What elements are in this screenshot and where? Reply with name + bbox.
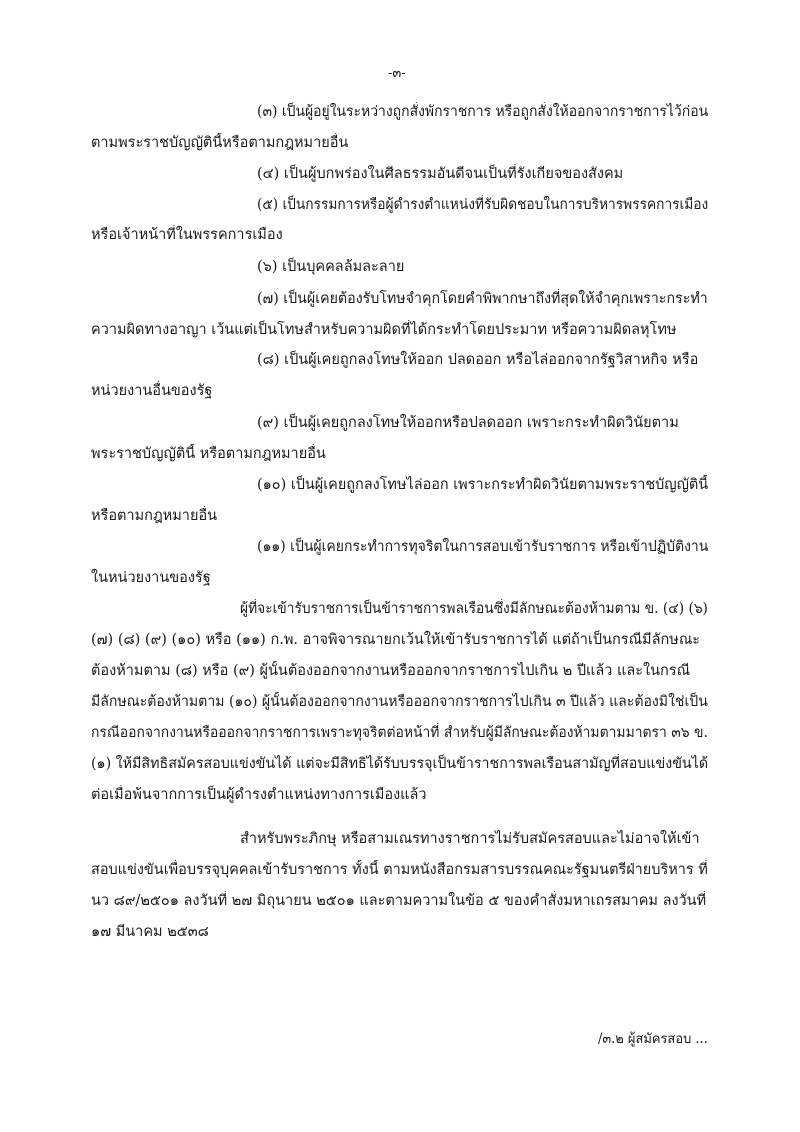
item-10-line-2: หรือตามกฎหมายอื่น: [91, 508, 217, 524]
item-8-line-1: (๘) เป็นผู้เคยถูกลงโทษให้ออก ปลดออก หรือไล่ออกจากรัฐวิสาหกิจ หรือ: [257, 352, 698, 368]
exemption-line-4: มีลักษณะต้องห้ามตาม (๑๐) ผู้นั้นต้องออกจากงานหรือออกจากราชการไปเกิน ๓ ปีแล้ว และต้องมิใช่เป็น: [91, 694, 708, 710]
exemption-line-3: ต้องห้ามตาม (๘) หรือ (๙) ผู้นั้นต้องออกจากงานหรือออกจากราชการไปเกิน ๒ ปีแล้ว และในกรณี: [91, 663, 690, 679]
exemption-line-6: (๑) ให้มีสิทธิสมัครสอบแข่งขันได้ แต่จะมีสิทธิได้รับบรรจุเป็นข้าราชการพลเรือนสามัญที่สอบแข่งขันได้: [91, 756, 709, 772]
exemption-line-2: (๗) (๘) (๙) (๑๐) หรือ (๑๑) ก.พ. อาจพิจารณายกเว้นให้เข้ารับราชการได้ แต่ถ้าเป็นกรณีมีลักษณะ: [91, 632, 700, 648]
item-8-line-2: หน่วยงานอื่นของรัฐ: [91, 383, 212, 399]
monks-line-2: สอบแข่งขันเพื่อบรรจุบุคคลเข้ารับราชการ ทั้งนี้ ตามหนังสือกรมสารบรรณคณะรัฐมนตรีฝ่ายบริหาร ที่: [91, 862, 708, 878]
item-9-line-2: พระราชบัญญัตินี้ หรือตามกฎหมายอื่น: [91, 446, 326, 462]
item-5-line-1: (๕) เป็นกรรมการหรือผู้ดำรงตำแหน่งที่รับผิดชอบในการบริหารพรรคการเมือง: [257, 197, 709, 213]
item-5-line-2: หรือเจ้าหน้าที่ในพรรคการเมือง: [91, 227, 283, 243]
item-3-line-1: (๓) เป็นผู้อยู่ในระหว่างถูกสั่งพักราชการ หรือถูกสั่งให้ออกจากราชการไว้ก่อน: [257, 104, 708, 120]
footer-continuation: /๓.๒ ผู้สมัครสอบ ...: [598, 1031, 708, 1047]
item-9-line-1: (๙) เป็นผู้เคยถูกลงโทษให้ออกหรือปลดออก เพราะกระทำผิดวินัยตาม: [257, 415, 679, 431]
monks-line-4: ๑๗ มีนาคม ๒๕๓๘: [91, 924, 209, 940]
exemption-line-1: ผู้ที่จะเข้ารับราชการเป็นข้าราชการพลเรือนซึ่งมีลักษณะต้องห้ามตาม ข. (๔) (๖): [240, 601, 708, 617]
item-6-line-1: (๖) เป็นบุคคลล้มละลาย: [257, 259, 404, 275]
item-10-line-1: (๑๐) เป็นผู้เคยถูกลงโทษไล่ออก เพราะกระทำผิดวินัยตามพระราชบัญญัตินี้: [257, 477, 709, 493]
item-4-line-1: (๔) เป็นผู้บกพร่องในศีลธรรมอันดีจนเป็นที่รังเกียจของสังคม: [257, 166, 623, 182]
page-number: -๓-: [388, 66, 406, 81]
monks-line-1: สำหรับพระภิกษุ หรือสามเณรทางราชการไม่รับสมัครสอบและไม่อาจให้เข้า: [240, 831, 700, 847]
item-7-line-2: ความผิดทางอาญา เว้นแต่เป็นโทษสำหรับความผิดที่ได้กระทำโดยประมาท หรือความผิดลหุโทษ: [91, 322, 676, 338]
item-11-line-1: (๑๑) เป็นผู้เคยกระทำการทุจริตในการสอบเข้ารับราชการ หรือเข้าปฏิบัติงาน: [257, 539, 708, 555]
exemption-line-5: กรณีออกจากงานหรือออกจากราชการเพราะทุจริตต่อหน้าที่ สำหรับผู้มีลักษณะต้องห้ามตามมาตรา ๓๖ ข.: [91, 725, 708, 741]
exemption-line-7: ต่อเมื่อพ้นจากการเป็นผู้ดำรงตำแหน่งทางการเมืองแล้ว: [91, 787, 427, 803]
item-3-line-2: ตามพระราชบัญญัตินี้หรือตามกฎหมายอื่น: [91, 135, 348, 151]
item-7-line-1: (๗) เป็นผู้เคยต้องรับโทษจำคุกโดยคำพิพากษาถึงที่สุดให้จำคุกเพราะกระทำ: [257, 291, 708, 307]
monks-line-3: นว ๘๙/๒๕๐๑ ลงวันที่ ๒๗ มิถุนายน ๒๕๐๑ และตามความในข้อ ๕ ของคำสั่งมหาเถรสมาคม ลงวันที่: [91, 893, 706, 909]
item-11-line-2: ในหน่วยงานของรัฐ: [91, 570, 211, 586]
